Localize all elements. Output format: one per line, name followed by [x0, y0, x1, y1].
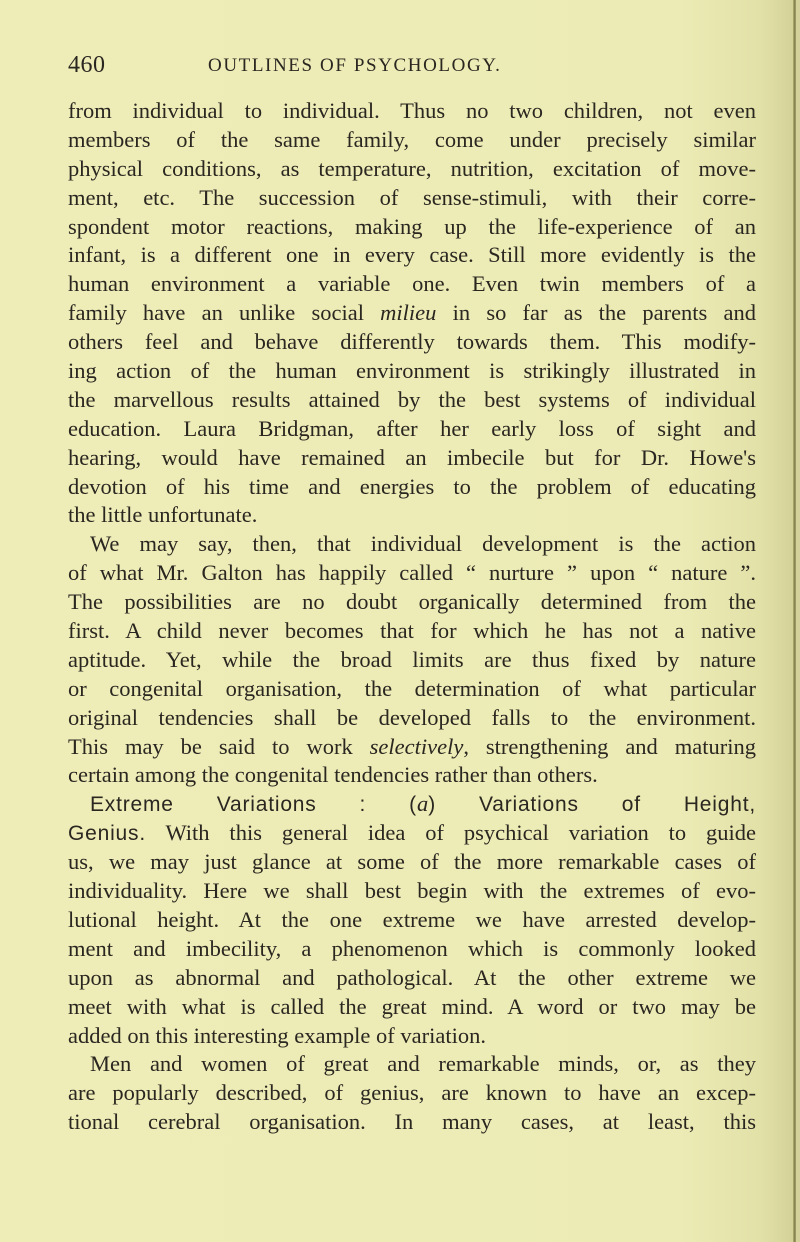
page-edge-shade: [796, 0, 800, 1242]
text-line: infant, is a different one in every case. Still more evidently is the: [68, 242, 756, 268]
page-header: [68, 52, 758, 82]
text-line: We may say, then, that individual development is the action: [90, 531, 756, 557]
italic-term: milieu: [380, 300, 437, 326]
text-line: certain among the congenital tendencies rather than others.: [68, 762, 598, 788]
text-line: lutional height. At the one extreme we have arrested develop-: [68, 906, 756, 932]
text-line: the marvellous results attained by the best systems of individual: [68, 386, 756, 412]
text-line: from individual to individual. Thus no two children, not even: [68, 98, 756, 123]
text-line: individuality. Here we shall best begin with the extremes of evo-: [68, 878, 756, 904]
text-line: This may be said to work selectively, strengthening and maturing: [68, 733, 756, 759]
text-line: family have an unlike social milieu in so far as the parents and: [68, 300, 756, 326]
text-line: human environment a variable one. Even twin members of a: [68, 271, 756, 297]
text-line: physical conditions, as temperature, nutrition, excitation of move-: [68, 155, 756, 181]
text-line: tional cerebral organisation. In many cases, at least, this: [68, 1109, 756, 1135]
text-line: Men and women of great and remarkable minds, or, as they: [90, 1051, 756, 1077]
text-line: ment and imbecility, a phenomenon which is commonly looked: [68, 935, 756, 961]
text-line: The possibilities are no doubt organically determined from the: [68, 589, 756, 615]
text-line: members of the same family, come under precisely similar: [68, 126, 756, 152]
italic-term: selectively: [369, 733, 464, 759]
text-line: devotion of his time and energies to the problem of educating: [68, 473, 756, 499]
text-line: others feel and behave differently towards them. This modify-: [68, 329, 756, 355]
text-line: or congenital organisation, the determination of what particular: [68, 675, 756, 701]
text-line: hearing, would have remained an imbecile but for Dr. Howe's: [68, 444, 756, 470]
text-line: of what Mr. Galton has happily called “ nurture ” upon “ nature ”.: [68, 560, 756, 586]
text-line: original tendencies shall be developed falls to the environment.: [68, 704, 756, 730]
text-line: added on this interesting example of variation.: [68, 1022, 487, 1048]
text-line: spondent motor reactions, making up the life-experience of an: [68, 213, 756, 239]
text-line: us, we may just glance at some of the more remarkable cases of: [68, 849, 756, 875]
text-line: ing action of the human environment is strikingly illustrated in: [68, 358, 756, 384]
body-text: [68, 97, 756, 1137]
text-line: education. Laura Bridgman, after her early loss of sight and: [68, 415, 756, 441]
text-line: are popularly described, of genius, are known to have an excep-: [68, 1080, 756, 1106]
page-number: 460: [68, 52, 106, 78]
text-line: meet with what is called the great mind. A word or two may be: [68, 993, 756, 1019]
text-line: ment, etc. The succession of sense-stimuli, with their corre-: [68, 184, 756, 210]
text-line: first. A child never becomes that for which he has not a native: [68, 618, 756, 644]
text-line: upon as abnormal and pathological. At the other extreme we: [68, 964, 756, 990]
text-line: the little unfortunate.: [68, 502, 258, 528]
section-heading: Extreme Variations : (a) Variations of Height,: [90, 791, 756, 817]
running-title: OUTLINES OF PSYCHOLOGY.: [208, 55, 502, 76]
text-line: aptitude. Yet, while the broad limits are thus fixed by nature: [68, 646, 756, 672]
section-heading-end: Genius.: [68, 822, 146, 846]
text-line: Genius. With this general idea of psychical variation to guide: [68, 820, 756, 846]
